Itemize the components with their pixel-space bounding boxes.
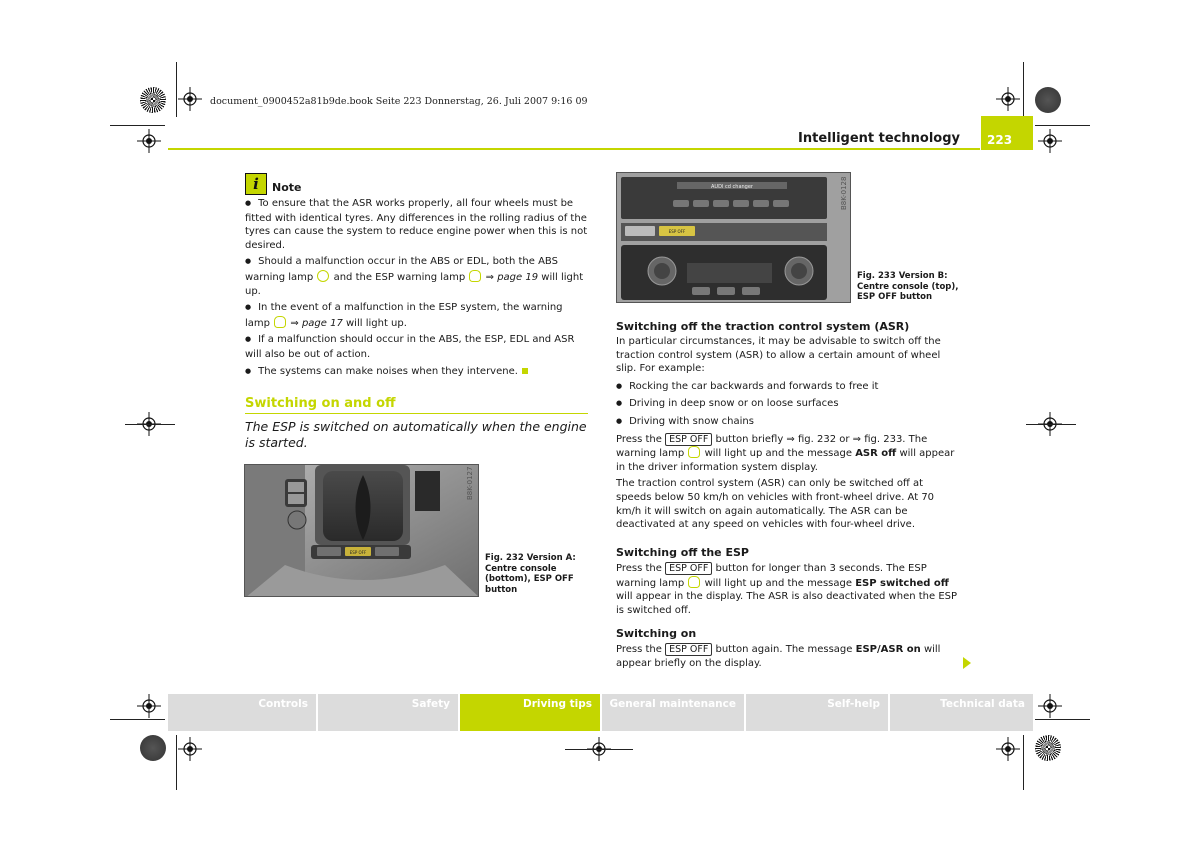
- end-of-section-icon: [522, 368, 528, 374]
- crop-line: [125, 424, 175, 425]
- heading-rule: [245, 413, 588, 414]
- tab-general-maintenance[interactable]: General maintenance: [602, 694, 744, 731]
- note-list: [245, 197, 590, 382]
- crop-line: [110, 719, 165, 720]
- centre-console-image: [245, 465, 479, 597]
- registration-mark-icon: [137, 129, 161, 153]
- esp-off-key: ESP OFF: [665, 433, 712, 446]
- abs-warning-lamp-icon: [317, 270, 329, 282]
- list-item: ● Rocking the car backwards and forwards to free it: [616, 380, 961, 395]
- chapter-nav: [168, 694, 1033, 731]
- tab-controls[interactable]: Controls: [168, 694, 316, 731]
- asr-heading: Switching off the traction control system (ASR): [616, 320, 910, 333]
- note-item: [245, 255, 590, 298]
- crop-line: [1035, 125, 1090, 126]
- text-run: will appear in the driver information system display.: [616, 448, 955, 473]
- crop-line: [1023, 735, 1024, 790]
- esp-warning-lamp-icon: [688, 446, 700, 458]
- switch-on-paragraph: [616, 643, 961, 670]
- esp-off-button-label: ESP OFF: [349, 550, 367, 555]
- figure-caption: Fig. 232 Version A: Centre console (bottom), ESP OFF button: [485, 553, 576, 595]
- lead-paragraph: The ESP is switched on automatically when the engine is started.: [245, 419, 587, 450]
- text-run: Press the: [616, 644, 662, 655]
- note-item-text: The systems can make noises when they intervene.: [258, 365, 518, 377]
- tab-safety[interactable]: Safety: [318, 694, 458, 731]
- esp-warning-lamp-icon: [688, 576, 700, 588]
- registration-mark-icon: [996, 737, 1020, 761]
- gray-target-icon: [1035, 87, 1061, 113]
- page-reference-link[interactable]: page 19: [497, 271, 539, 283]
- fig-233-photo: [616, 172, 851, 303]
- note-item: [245, 365, 590, 380]
- text-run: button again. The message: [712, 644, 856, 655]
- switch-on-heading: Switching on: [616, 627, 697, 640]
- arrow-ref: ⇒: [482, 271, 498, 283]
- star-target-icon: [140, 87, 166, 113]
- centre-console-top-image: [617, 173, 851, 303]
- photo-id: B8K-0128: [840, 176, 848, 210]
- esp-off-heading: Switching off the ESP: [616, 546, 749, 559]
- note-item-text: In the event of a malfunction in the ESP system, the warning lamp: [245, 302, 563, 329]
- text-run: will light up and the message: [701, 448, 856, 460]
- info-icon: i: [245, 173, 267, 195]
- list-item: ● Driving with snow chains: [616, 415, 961, 430]
- text-run: will light up and the message: [701, 577, 856, 589]
- note-item: [245, 197, 590, 252]
- note-item: [245, 333, 590, 361]
- print-filename: document_0900452a81b9de.book Seite 223 Donnerstag, 26. Juli 2007 9:16 09: [210, 96, 588, 107]
- esp-off-key: ESP OFF: [665, 562, 712, 575]
- registration-mark-icon: [1038, 129, 1062, 153]
- note-item: [245, 301, 590, 330]
- display-message: ESP/ASR on: [855, 644, 921, 655]
- esp-warning-lamp-icon: [274, 316, 286, 328]
- esp-warning-lamp-icon: [469, 270, 481, 282]
- crop-line: [176, 735, 177, 790]
- list-item: ● Driving in deep snow or on loose surfaces: [616, 397, 961, 412]
- text-run: button for longer than 3 seconds. The ESP warning lamp: [616, 563, 927, 589]
- note-item-text: Should a malfunction occur in the ABS or EDL, both the ABS warning lamp: [245, 256, 558, 283]
- crop-line: [1035, 719, 1090, 720]
- arrow-ref: ⇒: [287, 317, 302, 329]
- asr-speed-paragraph: The traction control system (ASR) can only be switched off at speeds below 50 km/h on vehicles with front-wheel drive. At 70 km/h it will switch on again automatically. The ASR can be deactivated at any speed on vehicles with four-wheel drive.: [616, 478, 935, 531]
- note-item-text: will light up.: [245, 271, 584, 297]
- photo-id: B8K-0127: [466, 466, 474, 500]
- radio-display-label: AUDI cd changer: [711, 184, 753, 190]
- registration-mark-icon: [996, 87, 1020, 111]
- text-run: Press the: [616, 433, 662, 445]
- registration-mark-icon: [178, 87, 202, 111]
- fig-232-photo: [244, 464, 479, 597]
- esp-off-button-label: ESP OFF: [668, 229, 686, 234]
- header-rule: [168, 148, 980, 150]
- text-run: will appear briefly on the display.: [616, 644, 941, 669]
- esp-off-paragraph: [616, 562, 961, 617]
- page-reference-link[interactable]: page 17: [301, 317, 343, 329]
- crop-line: [1023, 62, 1024, 117]
- display-message: ESP switched off: [855, 577, 949, 589]
- figure-caption: Fig. 233 Version B: Centre console (top), ESP OFF button: [857, 271, 959, 302]
- text-run: Press the: [616, 563, 662, 574]
- note-item-text: will light up.: [342, 317, 407, 329]
- registration-mark-icon: [178, 737, 202, 761]
- page-number: 223: [981, 116, 1033, 150]
- crop-line: [1026, 424, 1076, 425]
- star-target-icon: [1035, 735, 1061, 761]
- gray-target-icon: [140, 735, 166, 761]
- tab-driving-tips[interactable]: Driving tips: [460, 694, 600, 731]
- asr-paragraph: [616, 433, 961, 475]
- note-item-text: If a malfunction should occur in the ABS, the ESP, EDL and ASR will also be out of action.: [245, 334, 575, 360]
- note-item-text: and the ESP warning lamp: [330, 271, 466, 283]
- note-title: Note: [272, 181, 302, 194]
- text-run: button briefly ⇒ fig. 232 or ⇒ fig. 233. The warning lamp: [616, 433, 928, 460]
- registration-mark-icon: [137, 694, 161, 718]
- note-item-text: To ensure that the ASR works properly, all four wheels must be fitted with identical tyres. Any differences in the rolling radius of the tyres can cause the system to reduce engine power when this is not desired.: [245, 198, 588, 251]
- registration-mark-icon: [1038, 694, 1062, 718]
- tab-self-help[interactable]: Self-help: [746, 694, 888, 731]
- text-run: will appear in the display. The ASR is also deactivated when the ESP is switched off.: [616, 591, 958, 616]
- display-message: ASR off: [855, 448, 897, 460]
- tab-technical-data[interactable]: Technical data: [890, 694, 1033, 731]
- crop-line: [565, 749, 633, 750]
- crop-line: [110, 125, 165, 126]
- asr-intro: In particular circumstances, it may be advisable to switch off the traction control system (ASR) to allow a certain amount of wheel slip. For example:: [616, 336, 941, 375]
- continue-arrow-icon[interactable]: [963, 657, 971, 669]
- section-title: Intelligent technology: [798, 131, 960, 146]
- section-heading: Switching on and off: [245, 396, 396, 411]
- crop-line: [176, 62, 177, 117]
- asr-section: [616, 335, 961, 535]
- esp-off-key: ESP OFF: [665, 643, 712, 656]
